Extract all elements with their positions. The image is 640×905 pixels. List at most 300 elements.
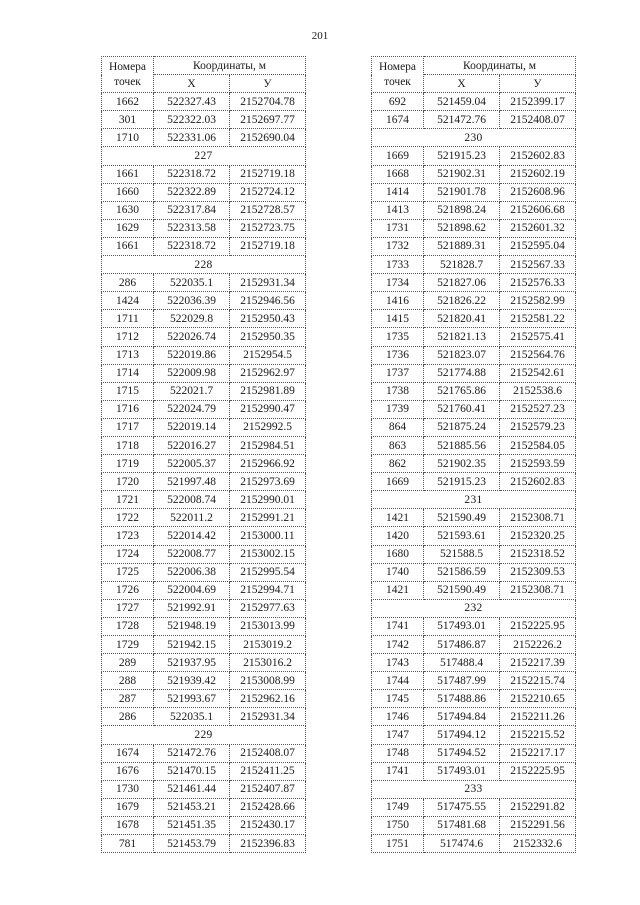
table-row — [372, 436, 576, 454]
point-number-cell: 1661 — [102, 165, 154, 183]
x-coordinate-cell: 522016.27 — [154, 436, 230, 454]
table-row — [102, 617, 306, 635]
table-row — [372, 762, 576, 780]
x-coordinate-cell: 521889.31 — [424, 237, 500, 255]
table-body-left — [102, 93, 306, 853]
y-coordinate-cell: 2152582.99 — [500, 292, 576, 310]
y-coordinate-cell: 2152291.56 — [500, 816, 576, 834]
y-coordinate-cell: 2152606.68 — [500, 201, 576, 219]
x-coordinate-cell: 517488.4 — [424, 654, 500, 672]
point-number-cell: 1662 — [102, 93, 154, 111]
point-number-cell: 1660 — [102, 183, 154, 201]
x-coordinate-cell: 517494.52 — [424, 744, 500, 762]
x-coordinate-cell: 521586.59 — [424, 563, 500, 581]
table-row — [102, 183, 306, 201]
x-coordinate-cell: 521898.24 — [424, 201, 500, 219]
table-row — [372, 274, 576, 292]
point-number-cell: 862 — [372, 455, 424, 473]
point-number-cell: 1726 — [102, 581, 154, 599]
point-number-cell: 1744 — [372, 672, 424, 690]
x-coordinate-cell: 521875.24 — [424, 418, 500, 436]
point-number-cell: 1733 — [372, 256, 424, 274]
table-row — [372, 219, 576, 237]
y-coordinate-cell: 2152411.25 — [230, 762, 306, 780]
x-coordinate-cell: 522026.74 — [154, 328, 230, 346]
x-coordinate-cell: 522327.43 — [154, 93, 230, 111]
x-coordinate-cell: 522029.8 — [154, 310, 230, 328]
y-coordinate-cell: 2152992.5 — [230, 418, 306, 436]
point-number-cell: 1738 — [372, 382, 424, 400]
table-row — [372, 690, 576, 708]
table-row — [372, 816, 576, 834]
table-row — [102, 201, 306, 219]
x-coordinate-cell: 521590.49 — [424, 509, 500, 527]
table-row — [102, 364, 306, 382]
y-coordinate-cell: 2152962.97 — [230, 364, 306, 382]
x-coordinate-cell: 522036.39 — [154, 292, 230, 310]
y-coordinate-cell: 2152564.76 — [500, 346, 576, 364]
point-number-cell: 301 — [102, 111, 154, 129]
y-coordinate-cell: 2152728.57 — [230, 201, 306, 219]
y-coordinate-cell: 2152697.77 — [230, 111, 306, 129]
header-x: X — [424, 75, 500, 93]
x-coordinate-cell: 522318.72 — [154, 165, 230, 183]
y-coordinate-cell: 2152217.17 — [500, 744, 576, 762]
point-number-cell: 1715 — [102, 382, 154, 400]
y-coordinate-cell: 2152991.21 — [230, 509, 306, 527]
point-number-cell: 1745 — [372, 690, 424, 708]
x-coordinate-cell: 521939.42 — [154, 672, 230, 690]
point-number-cell: 1720 — [102, 473, 154, 491]
x-coordinate-cell: 521898.62 — [424, 219, 500, 237]
x-coordinate-cell: 517488.86 — [424, 690, 500, 708]
table-row — [372, 581, 576, 599]
section-number: 232 — [372, 599, 576, 617]
point-number-cell: 1734 — [372, 274, 424, 292]
x-coordinate-cell: 522006.38 — [154, 563, 230, 581]
point-number-cell: 1414 — [372, 183, 424, 201]
table-row — [372, 147, 576, 165]
section-row — [102, 147, 306, 165]
point-number-cell: 1678 — [102, 816, 154, 834]
table-body-right — [372, 93, 576, 853]
x-coordinate-cell: 522011.2 — [154, 509, 230, 527]
y-coordinate-cell: 2153013.99 — [230, 617, 306, 635]
table-row — [102, 274, 306, 292]
table-row — [372, 509, 576, 527]
table-row — [372, 183, 576, 201]
table-row — [102, 237, 306, 255]
y-coordinate-cell: 2152408.07 — [230, 744, 306, 762]
x-coordinate-cell: 521885.56 — [424, 436, 500, 454]
y-coordinate-cell: 2152977.63 — [230, 599, 306, 617]
header-coordinates: Координаты, м — [154, 57, 306, 75]
table-row — [372, 473, 576, 491]
point-number-cell: 286 — [102, 274, 154, 292]
table-row — [102, 654, 306, 672]
y-coordinate-cell: 2152994.71 — [230, 581, 306, 599]
point-number-cell: 781 — [102, 835, 154, 853]
table-row — [372, 744, 576, 762]
table-row — [372, 328, 576, 346]
y-coordinate-cell: 2152593.59 — [500, 455, 576, 473]
point-number-cell: 1630 — [102, 201, 154, 219]
point-number-cell: 1736 — [372, 346, 424, 364]
point-number-cell: 1674 — [102, 744, 154, 762]
table-row — [102, 798, 306, 816]
table-row — [102, 762, 306, 780]
point-number-cell: 1750 — [372, 816, 424, 834]
y-coordinate-cell: 2153019.2 — [230, 636, 306, 654]
y-coordinate-cell: 2152527.23 — [500, 400, 576, 418]
table-row — [102, 491, 306, 509]
table-row — [372, 364, 576, 382]
coordinates-table-right — [371, 56, 576, 853]
y-coordinate-cell: 2152538.6 — [500, 382, 576, 400]
y-coordinate-cell: 2152608.96 — [500, 183, 576, 201]
table-row — [102, 328, 306, 346]
point-number-cell: 1661 — [102, 237, 154, 255]
table-row — [102, 509, 306, 527]
table-row — [102, 93, 306, 111]
table-row — [372, 726, 576, 744]
y-coordinate-cell: 2152211.26 — [500, 708, 576, 726]
y-coordinate-cell: 2152602.83 — [500, 147, 576, 165]
x-coordinate-cell: 521821.13 — [424, 328, 500, 346]
table-row — [372, 654, 576, 672]
header-point-number-line2: точек — [384, 75, 411, 88]
table-row — [372, 617, 576, 635]
x-coordinate-cell: 521828.7 — [424, 256, 500, 274]
table-row — [102, 219, 306, 237]
x-coordinate-cell: 517481.68 — [424, 816, 500, 834]
point-number-cell: 1669 — [372, 473, 424, 491]
point-number-cell: 1719 — [102, 455, 154, 473]
point-number-cell: 1713 — [102, 346, 154, 364]
point-number-cell: 287 — [102, 690, 154, 708]
y-coordinate-cell: 2152567.33 — [500, 256, 576, 274]
y-coordinate-cell: 2152217.39 — [500, 654, 576, 672]
point-number-cell: 1743 — [372, 654, 424, 672]
point-number-cell: 1727 — [102, 599, 154, 617]
y-coordinate-cell: 2152396.83 — [230, 835, 306, 853]
section-row — [102, 726, 306, 744]
table-row — [372, 563, 576, 581]
table-row — [102, 672, 306, 690]
y-coordinate-cell: 2152690.04 — [230, 129, 306, 147]
y-coordinate-cell: 2152954.5 — [230, 346, 306, 364]
point-number-cell: 1751 — [372, 835, 424, 853]
y-coordinate-cell: 2152723.75 — [230, 219, 306, 237]
table-row — [102, 708, 306, 726]
x-coordinate-cell: 521992.91 — [154, 599, 230, 617]
section-number: 228 — [102, 256, 306, 274]
x-coordinate-cell: 521901.78 — [424, 183, 500, 201]
x-coordinate-cell: 517474.6 — [424, 835, 500, 853]
point-number-cell: 692 — [372, 93, 424, 111]
point-number-cell: 1629 — [102, 219, 154, 237]
point-number-cell: 1749 — [372, 798, 424, 816]
y-coordinate-cell: 2152724.12 — [230, 183, 306, 201]
y-coordinate-cell: 2152602.19 — [500, 165, 576, 183]
point-number-cell: 1676 — [102, 762, 154, 780]
point-number-cell: 1421 — [372, 509, 424, 527]
x-coordinate-cell: 521942.15 — [154, 636, 230, 654]
y-coordinate-cell: 2152576.33 — [500, 274, 576, 292]
x-coordinate-cell: 522317.84 — [154, 201, 230, 219]
point-number-cell: 1741 — [372, 762, 424, 780]
y-coordinate-cell: 2152601.32 — [500, 219, 576, 237]
point-number-cell: 288 — [102, 672, 154, 690]
x-coordinate-cell: 522019.86 — [154, 346, 230, 364]
x-coordinate-cell: 517475.55 — [424, 798, 500, 816]
x-coordinate-cell: 517487.99 — [424, 672, 500, 690]
y-coordinate-cell: 2152581.22 — [500, 310, 576, 328]
x-coordinate-cell: 522021.7 — [154, 382, 230, 400]
x-coordinate-cell: 521948.19 — [154, 617, 230, 635]
x-coordinate-cell: 522331.06 — [154, 129, 230, 147]
point-number-cell: 1722 — [102, 509, 154, 527]
table-row — [372, 418, 576, 436]
section-number: 231 — [372, 491, 576, 509]
y-coordinate-cell: 2152946.56 — [230, 292, 306, 310]
y-coordinate-cell: 2152320.25 — [500, 527, 576, 545]
y-coordinate-cell: 2152995.54 — [230, 563, 306, 581]
x-coordinate-cell: 521820.41 — [424, 310, 500, 328]
y-coordinate-cell: 2152428.66 — [230, 798, 306, 816]
x-coordinate-cell: 521823.07 — [424, 346, 500, 364]
point-number-cell: 1421 — [372, 581, 424, 599]
x-coordinate-cell: 521902.31 — [424, 165, 500, 183]
x-coordinate-cell: 522024.79 — [154, 400, 230, 418]
x-coordinate-cell: 517494.12 — [424, 726, 500, 744]
table-row — [102, 473, 306, 491]
y-coordinate-cell: 2152215.52 — [500, 726, 576, 744]
point-number-cell: 1424 — [102, 292, 154, 310]
page-number: 201 — [311, 30, 329, 42]
point-number-cell: 1725 — [102, 563, 154, 581]
table-row — [102, 816, 306, 834]
x-coordinate-cell: 521760.41 — [424, 400, 500, 418]
point-number-cell: 1748 — [372, 744, 424, 762]
point-number-cell: 1714 — [102, 364, 154, 382]
table-row — [102, 129, 306, 147]
y-coordinate-cell: 2152430.17 — [230, 816, 306, 834]
x-coordinate-cell: 521937.95 — [154, 654, 230, 672]
x-coordinate-cell: 521588.5 — [424, 545, 500, 563]
header-coordinates: Координаты, м — [424, 57, 576, 75]
y-coordinate-cell: 2152226.2 — [500, 636, 576, 654]
table-row — [102, 690, 306, 708]
y-coordinate-cell: 2152542.61 — [500, 364, 576, 382]
table-row — [372, 382, 576, 400]
header-point-number-line1: Номера — [108, 60, 147, 73]
table-row — [372, 455, 576, 473]
table-row — [102, 418, 306, 436]
table-row — [372, 111, 576, 129]
y-coordinate-cell: 2152215.74 — [500, 672, 576, 690]
y-coordinate-cell: 2152962.16 — [230, 690, 306, 708]
y-coordinate-cell: 2152579.23 — [500, 418, 576, 436]
point-number-cell: 864 — [372, 418, 424, 436]
y-coordinate-cell: 2152990.01 — [230, 491, 306, 509]
header-x: X — [154, 75, 230, 93]
section-number: 227 — [102, 147, 306, 165]
y-coordinate-cell: 2152950.43 — [230, 310, 306, 328]
y-coordinate-cell: 2152332.6 — [500, 835, 576, 853]
x-coordinate-cell: 521827.06 — [424, 274, 500, 292]
header-y: У — [230, 75, 306, 93]
point-number-cell: 289 — [102, 654, 154, 672]
point-number-cell: 1413 — [372, 201, 424, 219]
y-coordinate-cell: 2152210.65 — [500, 690, 576, 708]
x-coordinate-cell: 522009.98 — [154, 364, 230, 382]
x-coordinate-cell: 521470.15 — [154, 762, 230, 780]
point-number-cell: 1674 — [372, 111, 424, 129]
table-row — [102, 835, 306, 853]
table-row — [102, 545, 306, 563]
y-coordinate-cell: 2152408.07 — [500, 111, 576, 129]
x-coordinate-cell: 521472.76 — [424, 111, 500, 129]
x-coordinate-cell: 517493.01 — [424, 762, 500, 780]
section-row — [372, 491, 576, 509]
table-row — [102, 436, 306, 454]
point-number-cell: 1721 — [102, 491, 154, 509]
table-row — [102, 563, 306, 581]
table-row — [372, 93, 576, 111]
table-row — [372, 672, 576, 690]
table-row — [372, 798, 576, 816]
point-number-cell: 1680 — [372, 545, 424, 563]
point-number-cell: 1730 — [102, 780, 154, 798]
point-number-cell: 1711 — [102, 310, 154, 328]
y-coordinate-cell: 2152981.89 — [230, 382, 306, 400]
x-coordinate-cell: 522035.1 — [154, 274, 230, 292]
point-number-cell: 1746 — [372, 708, 424, 726]
y-coordinate-cell: 2152602.83 — [500, 473, 576, 491]
y-coordinate-cell: 2152584.05 — [500, 436, 576, 454]
y-coordinate-cell: 2152966.92 — [230, 455, 306, 473]
y-coordinate-cell: 2152990.47 — [230, 400, 306, 418]
point-number-cell: 1732 — [372, 237, 424, 255]
table-row — [372, 165, 576, 183]
y-coordinate-cell: 2152704.78 — [230, 93, 306, 111]
point-number-cell: 1739 — [372, 400, 424, 418]
section-number: 229 — [102, 726, 306, 744]
section-row — [372, 780, 576, 798]
point-number-cell: 1723 — [102, 527, 154, 545]
y-coordinate-cell: 2152719.18 — [230, 165, 306, 183]
point-number-cell: 1724 — [102, 545, 154, 563]
header-point-number-line2: точек — [114, 75, 141, 88]
section-row — [372, 129, 576, 147]
y-coordinate-cell: 2152318.52 — [500, 545, 576, 563]
table-row — [372, 545, 576, 563]
point-number-cell: 1740 — [372, 563, 424, 581]
x-coordinate-cell: 521915.23 — [424, 147, 500, 165]
x-coordinate-cell: 517493.01 — [424, 617, 500, 635]
x-coordinate-cell: 521765.86 — [424, 382, 500, 400]
y-coordinate-cell: 2152407.87 — [230, 780, 306, 798]
y-coordinate-cell: 2152719.18 — [230, 237, 306, 255]
x-coordinate-cell: 522322.89 — [154, 183, 230, 201]
x-coordinate-cell: 521459.04 — [424, 93, 500, 111]
x-coordinate-cell: 521590.49 — [424, 581, 500, 599]
section-number: 233 — [372, 780, 576, 798]
x-coordinate-cell: 522014.42 — [154, 527, 230, 545]
point-number-cell: 1741 — [372, 617, 424, 635]
y-coordinate-cell: 2152973.69 — [230, 473, 306, 491]
x-coordinate-cell: 521451.35 — [154, 816, 230, 834]
table-row — [372, 237, 576, 255]
table-row — [102, 346, 306, 364]
table-row — [102, 292, 306, 310]
table-row — [372, 346, 576, 364]
table-row — [102, 400, 306, 418]
table-row — [372, 527, 576, 545]
table-row — [102, 455, 306, 473]
table-row — [102, 744, 306, 762]
table-row — [102, 581, 306, 599]
table-row — [372, 201, 576, 219]
table-row — [102, 310, 306, 328]
table-row — [372, 310, 576, 328]
y-coordinate-cell: 2152575.41 — [500, 328, 576, 346]
point-number-cell: 1710 — [102, 129, 154, 147]
y-coordinate-cell: 2152595.04 — [500, 237, 576, 255]
x-coordinate-cell: 522008.77 — [154, 545, 230, 563]
table-row — [102, 599, 306, 617]
table-row — [372, 835, 576, 853]
table-row — [372, 708, 576, 726]
section-row — [102, 256, 306, 274]
x-coordinate-cell: 521593.61 — [424, 527, 500, 545]
x-coordinate-cell: 522318.72 — [154, 237, 230, 255]
table-row — [102, 382, 306, 400]
header-point-number — [102, 57, 154, 93]
coordinates-table-left — [101, 56, 306, 853]
point-number-cell: 1415 — [372, 310, 424, 328]
point-number-cell: 1718 — [102, 436, 154, 454]
y-coordinate-cell: 2152931.34 — [230, 708, 306, 726]
point-number-cell: 1728 — [102, 617, 154, 635]
table-row — [102, 165, 306, 183]
table-row — [102, 636, 306, 654]
x-coordinate-cell: 517494.84 — [424, 708, 500, 726]
header-point-number-line1: Номера — [378, 60, 417, 73]
x-coordinate-cell: 521915.23 — [424, 473, 500, 491]
x-coordinate-cell: 521461.44 — [154, 780, 230, 798]
point-number-cell: 1717 — [102, 418, 154, 436]
y-coordinate-cell: 2152309.53 — [500, 563, 576, 581]
x-coordinate-cell: 522004.69 — [154, 581, 230, 599]
point-number-cell: 1668 — [372, 165, 424, 183]
x-coordinate-cell: 521453.21 — [154, 798, 230, 816]
table-row — [102, 780, 306, 798]
header-y: У — [500, 75, 576, 93]
y-coordinate-cell: 2152308.71 — [500, 581, 576, 599]
x-coordinate-cell: 521453.79 — [154, 835, 230, 853]
table-row — [372, 636, 576, 654]
point-number-cell: 1716 — [102, 400, 154, 418]
y-coordinate-cell: 2153008.99 — [230, 672, 306, 690]
point-number-cell: 1729 — [102, 636, 154, 654]
point-number-cell: 1737 — [372, 364, 424, 382]
section-number: 230 — [372, 129, 576, 147]
x-coordinate-cell: 517486.87 — [424, 636, 500, 654]
x-coordinate-cell: 521472.76 — [154, 744, 230, 762]
point-number-cell: 1416 — [372, 292, 424, 310]
